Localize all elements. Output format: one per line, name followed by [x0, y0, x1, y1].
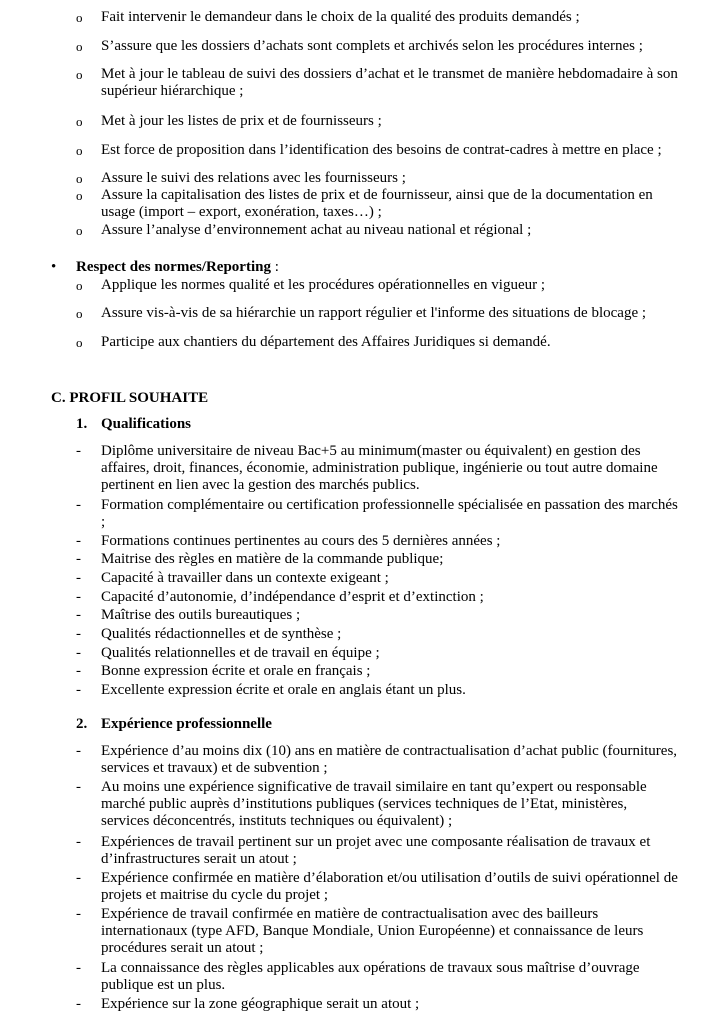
- list-item: Met à jour les listes de prix et de fournisseurs ;: [101, 113, 382, 129]
- respect-heading: [76, 259, 676, 276]
- dash-bullet-icon: -: [76, 570, 81, 586]
- dash-bullet-icon: -: [76, 682, 81, 698]
- list-item: Applique les normes qualité et les procédures opérationnelles en vigueur ;: [101, 277, 546, 293]
- list-item: Au moins une expérience significative de travail similaire en tant qu’expert ou responsable marché public auprès d’institutions publiques (services techniques de l’Etat, ministères, services déconcentrés, instituts techniques ou équivalent) ;: [101, 779, 647, 829]
- subsection-number: 2.: [76, 716, 88, 732]
- list-item: Expérience de travail confirmée en matière de contractualisation avec des bailleurs internationaux (type AFD, Banque Mondiale, Union Européenne) et connaissance de leurs procédures serait un atout ;: [101, 906, 644, 956]
- dash-bullet-icon: -: [76, 834, 81, 850]
- list-item: Bonne expression écrite et orale en français ;: [101, 663, 371, 679]
- list-item: S’assure que les dossiers d’achats sont complets et archivés selon les procédures internes ;: [101, 38, 643, 54]
- dash-bullet-icon: -: [76, 960, 81, 976]
- dash-bullet-icon: -: [76, 906, 81, 922]
- section-title: C. PROFIL SOUHAITE: [51, 390, 209, 406]
- dash-bullet-icon: -: [76, 779, 81, 795]
- list-item: Est force de proposition dans l’identification des besoins de contrat-cadres à mettre en place ;: [101, 142, 662, 158]
- list-item: Expérience sur la zone géographique serait un atout ;: [101, 996, 420, 1012]
- list-item: Diplôme universitaire de niveau Bac+5 au minimum(master ou équivalent) en gestion des affaires, droit, finances, économie, administration publique, ingénierie ou tout autre domaine pertinent en lien avec la gestion des marchés publics.: [101, 443, 658, 493]
- dash-bullet-icon: -: [76, 645, 81, 661]
- list-item: Assure l’analyse d’environnement achat au niveau national et régional ;: [101, 222, 532, 238]
- circle-bullet-icon: o: [76, 278, 83, 293]
- circle-bullet-icon: o: [76, 114, 83, 129]
- list-item: Assure la capitalisation des listes de prix et de fournisseur, ainsi que de la documentation en usage (import – export, exonération, taxes…) ;: [101, 187, 653, 220]
- list-item: Met à jour le tableau de suivi des dossiers d’achat et le transmet de manière hebdomadaire à son supérieur hiérarchique ;: [101, 66, 678, 99]
- list-item: Capacité à travailler dans un contexte exigeant ;: [101, 570, 389, 586]
- subsection-title: Qualifications: [101, 416, 192, 432]
- circle-bullet-icon: o: [76, 67, 83, 82]
- list-item: Excellente expression écrite et orale en anglais étant un plus.: [101, 682, 466, 698]
- list-item: Expériences de travail pertinent sur un projet avec une composante réalisation de travaux et d’infrastructures serait un atout ;: [101, 834, 651, 867]
- respect-heading-suffix: :: [270, 259, 279, 275]
- list-item: Expérience confirmée en matière d’élaboration et/ou utilisation d’outils de suivi opérationnel de projets et maitrise du cycle du projet ;: [101, 870, 678, 903]
- filled-bullet-icon: •: [51, 259, 57, 275]
- dash-bullet-icon: -: [76, 870, 81, 886]
- circle-bullet-icon: o: [76, 223, 83, 238]
- dash-bullet-icon: -: [76, 663, 81, 679]
- list-item: Assure le suivi des relations avec les fournisseurs ;: [101, 170, 406, 186]
- list-item: La connaissance des règles applicables aux opérations de travaux sous maîtrise d’ouvrage publique est un plus.: [101, 960, 640, 993]
- circle-bullet-icon: o: [76, 306, 83, 321]
- list-item: Expérience d’au moins dix (10) ans en matière de contractualisation d’achat public (fournitures, services et travaux) et de subvention ;: [101, 743, 678, 776]
- list-item: Maîtrise des outils bureautiques ;: [101, 607, 301, 623]
- dash-bullet-icon: -: [76, 996, 81, 1012]
- list-item: Capacité d’autonomie, d’indépendance d’esprit et d’extinction ;: [101, 589, 484, 605]
- dash-bullet-icon: -: [76, 626, 81, 642]
- circle-bullet-icon: o: [76, 39, 83, 54]
- list-item: Formations continues pertinentes au cours des 5 dernières années ;: [101, 533, 501, 549]
- circle-bullet-icon: o: [76, 188, 83, 203]
- list-item: Assure vis-à-vis de sa hiérarchie un rapport régulier et l'informe des situations de blocage ;: [101, 305, 647, 321]
- list-item: Participe aux chantiers du département des Affaires Juridiques si demandé.: [101, 334, 551, 350]
- dash-bullet-icon: -: [76, 743, 81, 759]
- dash-bullet-icon: -: [76, 443, 81, 459]
- list-item: Qualités rédactionnelles et de synthèse ;: [101, 626, 342, 642]
- dash-bullet-icon: -: [76, 533, 81, 549]
- respect-heading-label: Respect des normes/Reporting: [76, 259, 271, 275]
- circle-bullet-icon: o: [76, 143, 83, 158]
- list-item: Maitrise des règles en matière de la commande publique;: [101, 551, 444, 567]
- list-item: Formation complémentaire ou certification professionnelle spécialisée en passation des marchés ;: [101, 497, 678, 530]
- list-item: Fait intervenir le demandeur dans le choix de la qualité des produits demandés ;: [101, 9, 580, 25]
- subsection-title: Expérience professionnelle: [101, 716, 272, 732]
- circle-bullet-icon: o: [76, 335, 83, 350]
- dash-bullet-icon: -: [76, 551, 81, 567]
- list-item: Qualités relationnelles et de travail en équipe ;: [101, 645, 380, 661]
- circle-bullet-icon: o: [76, 10, 83, 25]
- dash-bullet-icon: -: [76, 497, 81, 513]
- dash-bullet-icon: -: [76, 607, 81, 623]
- subsection-number: 1.: [76, 416, 88, 432]
- circle-bullet-icon: o: [76, 171, 83, 186]
- dash-bullet-icon: -: [76, 589, 81, 605]
